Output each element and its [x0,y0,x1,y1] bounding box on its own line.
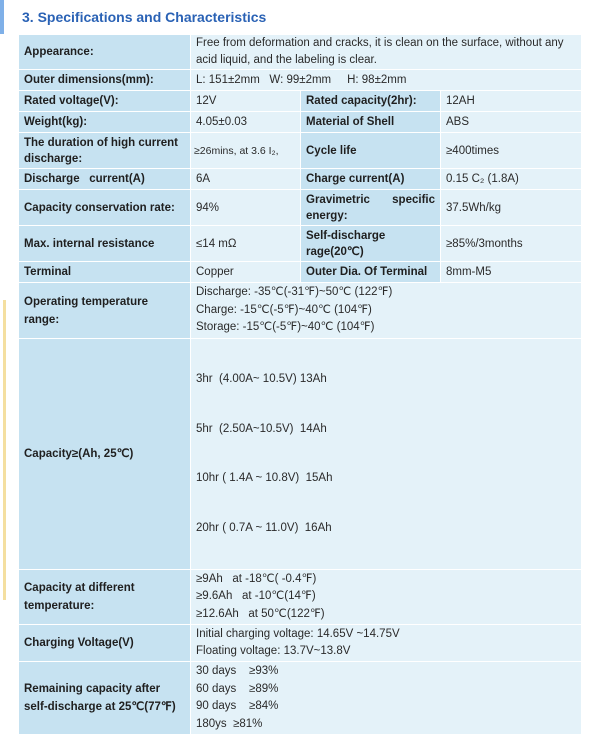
row-label: Terminal [19,262,191,283]
row-value-2: ≥85%/3months [441,226,582,262]
row-label-2: Self-discharge rage(20℃) [301,226,441,262]
value-line: ≥9Ah at -18℃( -0.4℉) [196,572,317,585]
row-value: 12V [191,91,301,112]
value-line: Storage: -15℃(-5℉)~40℃ (104℉) [196,321,375,334]
row-label: Charging Voltage(V) [19,625,191,662]
row-label-2: Cycle life [301,133,441,169]
table-row [19,262,582,283]
row-label: Discharge current(A) [19,169,191,190]
left-accent-bar [0,0,8,600]
row-label-2: Rated capacity(2hr): [301,91,441,112]
row-value: 6A [191,169,301,190]
row-label-2: Gravimetric specific energy: [301,190,441,226]
value-line: 10hr ( 1.4A ~ 10.8V) 15Ah [196,472,333,484]
table-row [19,570,582,625]
value-line: 60 days ≥89% [196,682,279,695]
row-value: L: 151±2mm W: 99±2mm H: 98±2mm [191,70,582,91]
value-line: 90 days ≥84% [196,700,279,712]
row-value: 94% [191,190,301,226]
table-row [19,339,582,570]
row-value: Copper [191,262,301,283]
row-label: Max. internal resistance [19,226,191,262]
table-row [19,169,582,190]
value-line: 3hr (4.00A~ 10.5V) 13Ah [196,373,327,385]
section-title: 3. Specifications and Characteristics [22,9,267,25]
table-row [19,133,582,169]
value-line: 20hr ( 0.7A ~ 11.0V) 16Ah [196,521,332,534]
row-value-2: 0.15 C₂ (1.8A) [441,169,582,190]
value-line: ≥9.6Ah at -10℃(14℉) [196,590,316,603]
table-row [19,190,582,226]
row-value [191,283,582,339]
row-value: ≥26mins, at 3.6 I₂, [191,133,301,169]
row-label: Capacity conservation rate: [19,190,191,226]
row-label: Operating temperature range: [19,283,191,339]
row-label-2: Outer Dia. Of Terminal [301,262,441,283]
value-line: Charge: -15℃(-5℉)~40℃ (104℉) [196,303,372,316]
value-line: Initial charging voltage: 14.65V ~14.75V [196,627,400,640]
row-label-2: Material of Shell [301,112,441,133]
table-row [19,91,582,112]
row-label: Capacity≥(Ah, 25℃) [19,339,191,570]
value-line: ≥12.6Ah at 50℃(122℉) [196,607,325,620]
table-row [19,625,582,662]
accent-yellow [3,300,6,600]
row-label: Rated voltage(V): [19,91,191,112]
row-value [191,570,582,625]
row-label: The duration of high current discharge: [19,133,191,169]
row-value-2: 37.5Wh/kg [441,190,582,226]
table-row [19,283,582,339]
row-label-2: Charge current(A) [301,169,441,190]
row-label: Appearance: [19,35,191,70]
row-label: Remaining capacity after self-discharge at 25℃(77℉) [19,662,191,735]
row-value: 4.05±0.03 [191,112,301,133]
row-value [191,339,582,570]
row-value [191,625,582,662]
table-row [19,226,582,262]
table-row [19,112,582,133]
row-label: Capacity at different temperature: [19,570,191,625]
row-value-2: ABS [441,112,582,133]
table-row [19,662,582,735]
value-line: Floating voltage: 13.7V~13.8V [196,645,351,657]
row-value-2: 12AH [441,91,582,112]
row-value: ≤14 mΩ [191,226,301,262]
row-value-2: ≥400times [441,133,582,169]
accent-blue [0,0,4,34]
value-line: 5hr (2.50A~10.5V) 14Ah [196,422,327,435]
table-row [19,70,582,91]
row-value: Free from deformation and cracks, it is clean on the surface, without any acid liquid, and the labeling is clear. [191,35,582,70]
table-row [19,35,582,70]
value-line: 30 days ≥93% [196,665,279,677]
spec-table [18,34,582,735]
value-line: 180ys ≥81% [196,717,263,730]
row-value-2: 8mm-M5 [441,262,582,283]
row-label: Weight(kg): [19,112,191,133]
row-label: Outer dimensions(mm): [19,70,191,91]
value-line: Discharge: -35℃(-31℉)~50℃ (122℉) [196,286,393,299]
row-value [191,662,582,735]
